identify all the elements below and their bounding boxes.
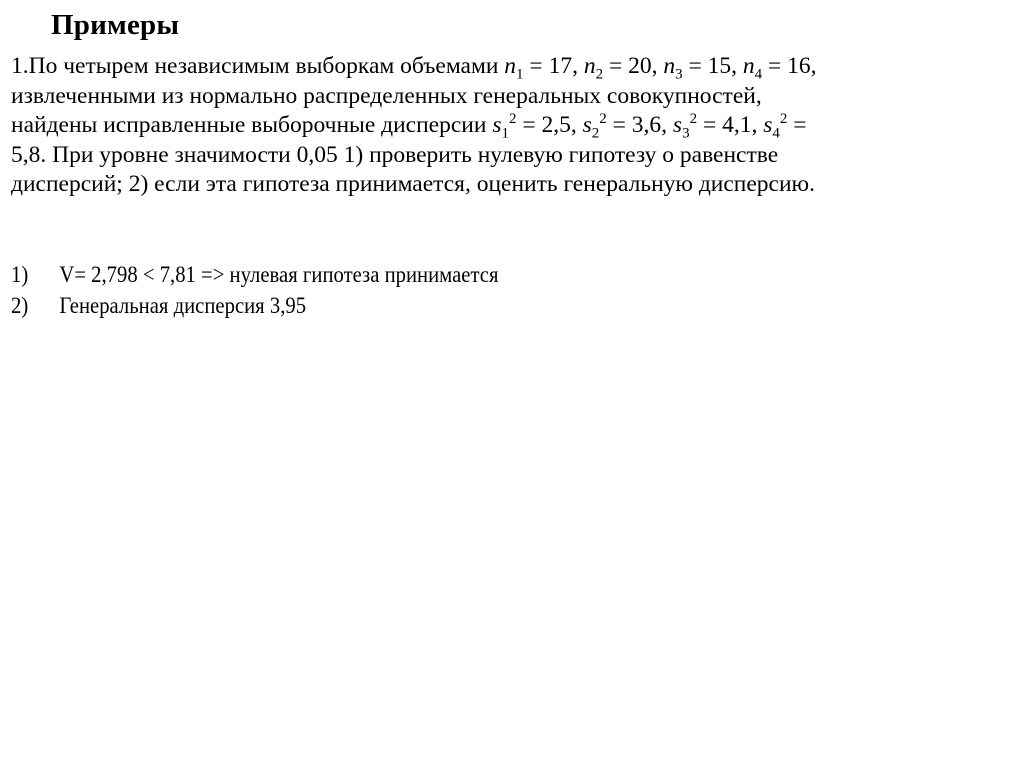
problem-line-1: 1.По четырем независимым выборкам объемами $n_1 = 17$, $n_2 = 20$, $n_3 = 15$, $n_4 = 16$, — [11, 53, 817, 83]
problem-line-4: 5,8. При уровне значимости 0,05 1) проверить нулевую гипотезу о равенстве — [11, 141, 779, 168]
problem-statement — [11, 52, 1023, 200]
answer-number: 2) — [11, 293, 29, 319]
problem-line-2: извлеченными из нормально распределенных генеральных совокупностей, — [11, 82, 762, 109]
answer-item — [11, 260, 498, 291]
answer-item — [11, 291, 498, 322]
answers-list — [11, 260, 565, 322]
slide-title: Примеры — [51, 9, 180, 41]
answer-number: 1) — [11, 262, 29, 288]
answer-text: V= 2,798 < 7,81 => нулевая гипотеза принимается — [59, 262, 499, 288]
problem-line-3: найдены исправленные выборочные дисперсии $s_1^2 = 2,5$, $s_2^2 = 3,6$, $s_3^2 = 4,1$, $s_4^2$ = — [11, 111, 807, 142]
problem-line-5: дисперсий; 2) если эта гипотеза принимается, оценить генеральную дисперсию. — [11, 171, 815, 197]
answer-text: Генеральная дисперсия 3,95 — [59, 293, 307, 319]
